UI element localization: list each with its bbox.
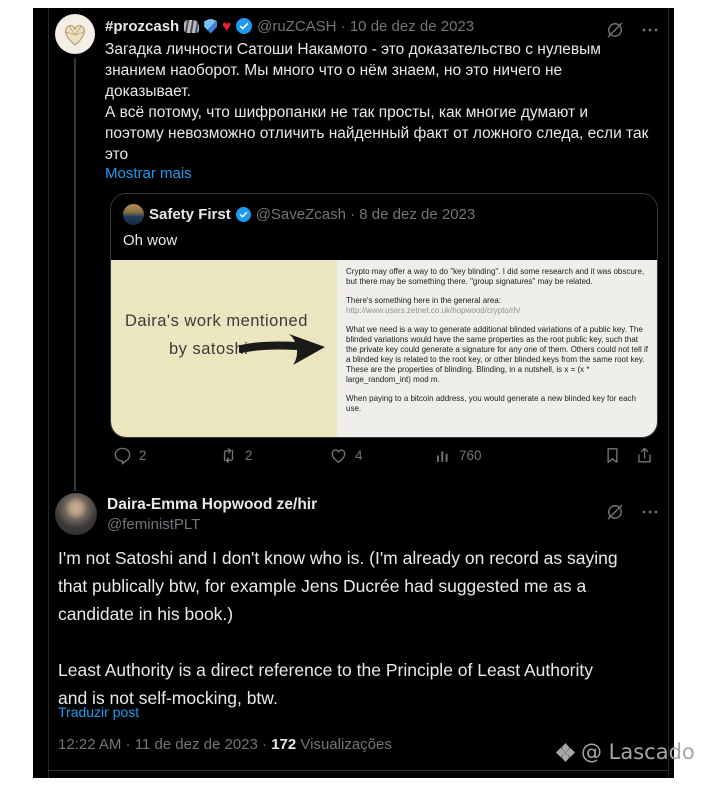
tweet-thread-screenshot (33, 8, 674, 778)
like-count: 4 (355, 448, 363, 463)
arrow-right-icon (239, 332, 327, 368)
views-label: Visualizações (296, 736, 392, 753)
tweet1-display-name[interactable]: #prozcash (105, 17, 180, 35)
email-paragraph: Crypto may offer a way to do "key blinding". I did some research and it was obscure, but there may be something there. "group signatures" may be related. (346, 267, 645, 286)
quoted-tweet-header (123, 204, 475, 225)
repost-count: 2 (245, 448, 253, 463)
text-line: поэтому невозможно отличить найденный факт от ложного следа, если так (105, 125, 649, 142)
tweet1-handle-date[interactable]: @ruZCASH · 10 de dez de 2023 (257, 17, 475, 35)
verified-badge-icon (236, 18, 252, 34)
like-heart-icon (329, 446, 348, 465)
quoted-tweet-image[interactable] (111, 260, 657, 437)
quoted-display-name[interactable]: Safety First (149, 206, 231, 223)
tweet2-handle[interactable]: @feministPLT (107, 516, 201, 533)
text-line: I'm not Satoshi and I don't know who is. (I'm already on record as saying (58, 548, 618, 568)
avatar[interactable] (55, 493, 97, 535)
column-border-left (48, 8, 49, 778)
shield-emoji (204, 19, 217, 34)
text-line: candidate in his book.) (58, 604, 234, 624)
tweet2-actions (605, 502, 659, 522)
tweet2-display-name[interactable]: Daira-Emma Hopwood ze/hir (107, 496, 318, 513)
share-icon (635, 446, 654, 465)
lascado-logo-icon (556, 743, 575, 762)
views-chart-icon (433, 446, 452, 465)
tweet2-header (107, 495, 317, 535)
heart-emoji: ♥ (222, 17, 232, 35)
tweet2-body-text (58, 544, 618, 712)
text-line: знанием наоборот. Мы много что о нём знаем, но это ничего не (105, 62, 563, 79)
grok-icon[interactable] (605, 20, 625, 40)
text-line: доказывает. (105, 83, 191, 100)
thread-connector-line (74, 58, 76, 491)
tweet2-paragraph1 (58, 544, 618, 628)
email-url: http://www.users.zetnet.co.uk/hopwood/crypto/rh/ (346, 306, 521, 315)
image-note-panel (111, 260, 337, 437)
heart-sketch-avatar-image (58, 17, 92, 51)
tweet2-meta (58, 736, 392, 753)
text-line: А всё потому, что шифропанки не так просты, как многие думают и (105, 104, 589, 121)
translate-post-link[interactable]: Traduzir post (58, 704, 140, 720)
views-count: 760 (459, 448, 482, 463)
reply-icon (113, 446, 132, 465)
share-button[interactable] (635, 446, 654, 465)
email-intro: There's something here in the general area: (346, 296, 501, 305)
note-text-line1: Daira's work mentioned (125, 312, 308, 330)
repost-button[interactable] (219, 446, 253, 465)
reply-count: 2 (139, 448, 147, 463)
repost-icon (219, 446, 238, 465)
email-paragraph (346, 296, 648, 316)
quoted-handle-date: @SaveZcash · 8 de dez de 2023 (255, 206, 476, 223)
views-button[interactable] (433, 446, 482, 465)
quoted-tweet-card[interactable] (110, 193, 658, 438)
more-options-icon[interactable] (641, 21, 659, 39)
zebra-emoji (184, 20, 199, 33)
tweet1-body-text (105, 39, 648, 165)
watermark (556, 740, 695, 764)
timestamp: 12:22 AM · 11 de dez de 2023 · (58, 736, 272, 753)
views-count-bold: 172 (271, 736, 297, 753)
grok-icon[interactable] (605, 502, 625, 522)
text-line: Least Authority is a direct reference to the Principle of Least Authority (58, 660, 594, 680)
quoted-avatar[interactable] (123, 204, 144, 225)
text-line: and is not self-mocking, btw. (58, 688, 278, 708)
tweet2-paragraph2 (58, 656, 618, 712)
quoted-verified-badge-icon (236, 207, 251, 222)
text-line: это (105, 146, 129, 163)
text-line: Загадка личности Сатоши Накамото - это доказательство с нулевым (105, 41, 601, 58)
tweet1-header (105, 16, 474, 36)
image-email-panel (337, 260, 657, 437)
bookmark-button[interactable] (603, 446, 622, 465)
email-paragraph: When paying to a bitcoin address, you would generate a new blinded key for each use. (346, 394, 636, 413)
note-text-line2: by satoshi (169, 340, 249, 358)
quoted-tweet-body: Oh wow (123, 232, 178, 249)
bottom-divider (48, 770, 668, 771)
avatar[interactable] (55, 14, 95, 54)
column-border-right (668, 8, 669, 778)
tweet1-actions (605, 20, 659, 40)
watermark-text: @ Lascado (581, 740, 695, 764)
email-paragraph: What we need is a way to generate additional blinded variations of a public key. The blinded variations would have the same properties as the root public key, such that the private key could generate a signature for any one of them. Others could not tell if a blinded key is related to the root key, or other blinded keys from the same root key. These are the properties of blinding. Blinding, in a nutshell, is x = (x * large_random_int) mod m. (346, 325, 648, 384)
reply-button[interactable] (113, 446, 147, 465)
like-button[interactable] (329, 446, 363, 465)
more-options-icon[interactable] (641, 503, 659, 521)
bookmark-icon (603, 446, 622, 465)
text-line: that publically btw, for example Jens Ducrée had suggested me as a (58, 576, 587, 596)
show-more-link[interactable]: Mostrar mais (105, 165, 192, 182)
